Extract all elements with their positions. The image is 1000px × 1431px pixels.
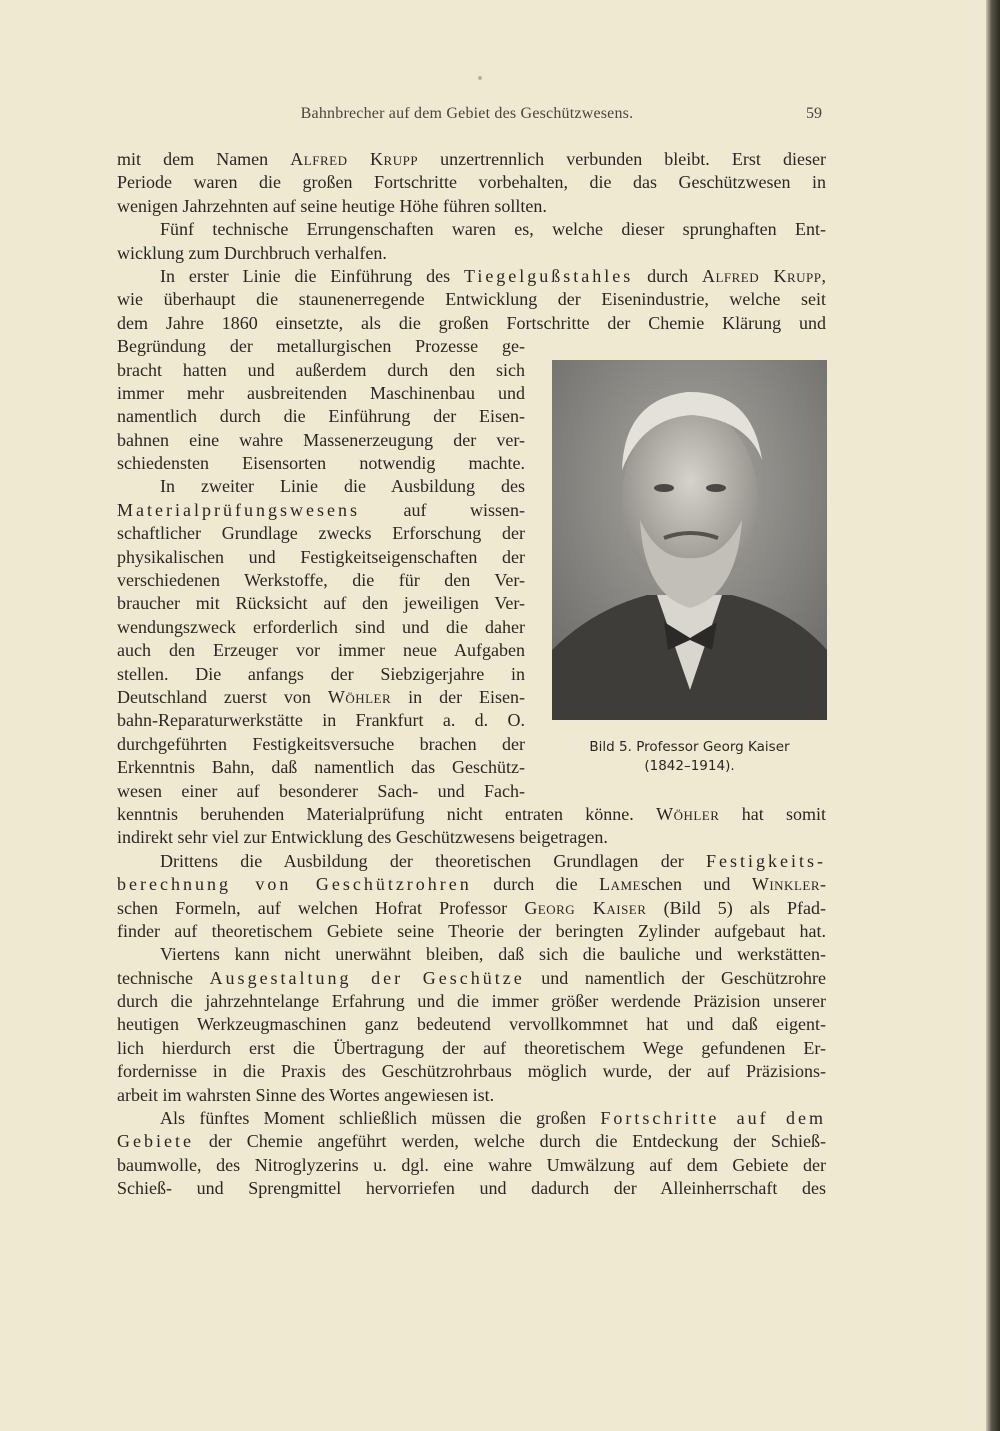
text-run: Erkenntnis Bahn, daß namentlich das Geschütz-	[117, 757, 525, 778]
person-name: Wöhler	[327, 686, 392, 707]
caption-title: Bild 5. Professor Georg Kaiser	[589, 739, 790, 755]
text-line	[117, 242, 826, 265]
text-line	[117, 288, 826, 311]
text-line	[117, 709, 525, 732]
text-run: Periode waren die großen Fortschritte vorbehalten, die das Geschützwesen in	[117, 172, 826, 193]
text-run: fordernisse in die Praxis des Geschützrohrbaus möglich wurde, der auf Präzisions-	[117, 1061, 826, 1082]
text-line	[117, 148, 826, 171]
text-run: auf wissen-	[359, 499, 525, 520]
emphasized-text: Materialprüfungswesens	[117, 499, 360, 520]
scan-speck	[478, 76, 482, 80]
text-run: bracht hatten und außerdem durch den sich	[117, 359, 525, 380]
text-line	[117, 335, 525, 358]
emphasized-text: Festigkeits-	[706, 850, 826, 871]
text-run: -	[820, 874, 826, 895]
emphasized-text: Gebiete	[117, 1131, 194, 1152]
person-name: Lame	[599, 874, 641, 895]
text-run: der Chemie angeführt werden, welche durch die Entdeckung der Schieß-	[193, 1131, 826, 1152]
text-line	[117, 475, 525, 498]
text-run: schen Formeln, auf welchen Hofrat Professor	[117, 897, 525, 918]
text-run: hat somit	[719, 803, 826, 824]
text-run: unzertrennlich verbunden bleibt. Erst dieser	[418, 149, 826, 169]
person-name: Alfred Krupp	[701, 265, 822, 286]
figure-caption	[552, 738, 827, 776]
text-line	[117, 569, 525, 592]
text-line	[117, 990, 826, 1013]
text-line	[117, 546, 525, 569]
text-run: lich hierdurch erst die Übertragung der auf theoretischem Wege gefundenen Er-	[117, 1037, 826, 1058]
text-run: durchgeführten Festigkeitsversuche brachen der	[117, 733, 525, 754]
text-line	[117, 1037, 826, 1060]
emphasized-text: Fortschritte auf dem	[600, 1108, 826, 1129]
caption-dates: (1842–1914).	[644, 758, 735, 774]
text-line	[117, 733, 525, 756]
emphasized-text: Ausgestaltung der Geschütze	[209, 967, 525, 988]
text-run: (Bild 5) als Pfad-	[646, 897, 827, 918]
text-run: heutigen Werkzeugmaschinen ganz bedeutend vervollkommnet hat und daß eigent-	[117, 1014, 826, 1035]
text-line	[117, 803, 826, 826]
text-run: Fünf technische Errungenschaften waren es, welche dieser sprunghaften Ent-	[160, 219, 826, 240]
text-line	[117, 943, 826, 966]
text-run: finder auf theoretischem Gebiete seine Theorie der beringten Zylinder aufgebaut hat.	[117, 920, 826, 941]
text-run: wicklung zum Durchbruch verhalfen.	[117, 242, 387, 263]
text-run: In zweiter Linie die Ausbildung des	[160, 476, 525, 497]
text-line	[117, 1107, 826, 1130]
text-line	[117, 1154, 826, 1177]
text-line	[117, 850, 826, 873]
text-run: in der Eisen-	[391, 686, 526, 707]
text-run: technische	[117, 967, 210, 988]
text-run: braucher mit Rücksicht auf den jeweiligen Ver-	[117, 593, 525, 614]
text-line	[117, 1013, 826, 1036]
page-edge	[986, 0, 1000, 1431]
text-line	[117, 452, 525, 475]
text-run: schaftlicher Grundlage zwecks Erforschung der	[117, 523, 525, 544]
text-line	[117, 826, 826, 849]
text-line	[117, 405, 525, 428]
text-line	[117, 756, 525, 779]
text-line	[117, 1177, 826, 1200]
text-run: bahn-Reparaturwerkstätte in Frankfurt a. d. O.	[117, 710, 525, 731]
text-line	[117, 780, 525, 803]
text-run: dem Jahre 1860 einsetzte, als die großen Fortschritte der Chemie Klärung und	[117, 312, 826, 333]
text-run: namentlich durch die Einführung der Eisen-	[117, 406, 525, 427]
text-run: wie überhaupt die staunenerregende Entwicklung der Eisenindustrie, welche seit	[117, 289, 826, 310]
text-line	[117, 195, 826, 218]
running-header	[117, 105, 826, 129]
text-run: bahnen eine wahre Massenerzeugung der ver-	[117, 429, 525, 450]
running-title: Bahnbrecher auf dem Gebiet des Geschützwesens.	[300, 105, 634, 122]
text-run: baumwolle, des Nitroglyzerins u. dgl. eine wahre Umwälzung auf dem Gebiete der	[117, 1154, 826, 1175]
text-run: Schieß- und Sprengmittel hervorriefen und dadurch der Alleinherrschaft des	[117, 1178, 826, 1199]
text-line	[117, 265, 826, 288]
text-line	[117, 522, 525, 545]
text-run: mit dem Namen	[117, 149, 291, 169]
text-run: physikalischen und Festigkeitseigenschaften der	[117, 546, 525, 567]
text-line	[117, 429, 525, 452]
text-run: Viertens kann nicht unerwähnt bleiben, daß sich die bauliche und werkstätten-	[160, 944, 826, 965]
text-line	[117, 1084, 826, 1107]
text-run: verschiedenen Werkstoffe, die für den Ver-	[117, 570, 525, 591]
text-line	[117, 663, 525, 686]
text-line	[117, 897, 826, 920]
text-line	[117, 967, 826, 990]
text-line	[117, 873, 826, 896]
text-line	[117, 171, 826, 194]
text-run: ,	[821, 265, 826, 286]
text-line	[117, 1130, 826, 1153]
emphasized-text: berechnung von Geschützrohren	[117, 874, 472, 895]
text-run: und namentlich der Geschützrohre	[524, 967, 827, 988]
text-line	[117, 592, 525, 615]
text-run: stellen. Die anfangs der Siebzigerjahre in	[117, 663, 525, 684]
text-run: wesen einer auf besonderer Sach- und Fach-	[117, 780, 525, 801]
text-run: wenigen Jahrzehnten auf seine heutige Höhe führen sollten.	[117, 195, 547, 216]
text-run: Begründung der metallurgischen Prozesse ge-	[117, 336, 525, 357]
text-run: durch die jahrzehntelange Erfahrung und die immer größer werdende Präzision unserer	[117, 991, 826, 1012]
person-name: Winkler	[751, 874, 820, 895]
text-run: In erster Linie die Einführung des	[160, 265, 464, 286]
text-run: Drittens die Ausbildung der theoretischen Grundlagen der	[160, 850, 706, 871]
text-run: wendungszweck erforderlich sind und die daher	[117, 616, 525, 637]
text-line	[117, 639, 525, 662]
page-number: 59	[806, 105, 822, 122]
text-line	[117, 686, 525, 709]
text-line	[117, 499, 525, 522]
text-run: auch den Erzeuger vor immer neue Aufgaben	[117, 640, 525, 661]
text-run: durch die	[471, 874, 600, 895]
text-run: arbeit im wahrsten Sinne des Wortes angewiesen ist.	[117, 1084, 495, 1105]
text-line	[117, 359, 525, 382]
text-line	[117, 1060, 826, 1083]
text-run: indirekt sehr viel zur Entwicklung des Geschützwesens beigetragen.	[117, 827, 608, 848]
text-run: Als fünftes Moment schließlich müssen die großen	[160, 1108, 601, 1129]
person-name: Georg Kaiser	[524, 897, 647, 918]
emphasized-text: Tiegelgußstahles	[463, 265, 634, 286]
text-line	[117, 218, 826, 241]
person-name: Alfred Krupp	[290, 149, 419, 169]
text-line	[117, 920, 826, 943]
text-run: Deutschland zuerst von	[117, 686, 328, 707]
text-line	[117, 616, 525, 639]
portrait-photo	[552, 360, 827, 720]
text-line	[117, 312, 826, 335]
text-line	[117, 382, 525, 405]
person-name: Wöhler	[656, 803, 720, 824]
text-run: schiedensten Eisensorten notwendig machte.	[117, 453, 525, 474]
text-run: kenntnis beruhenden Materialprüfung nicht entraten könne.	[117, 803, 657, 824]
text-run: schen und	[640, 874, 752, 895]
text-run: durch	[633, 265, 702, 286]
text-run: immer mehr ausbreitenden Maschinenbau und	[117, 382, 525, 403]
